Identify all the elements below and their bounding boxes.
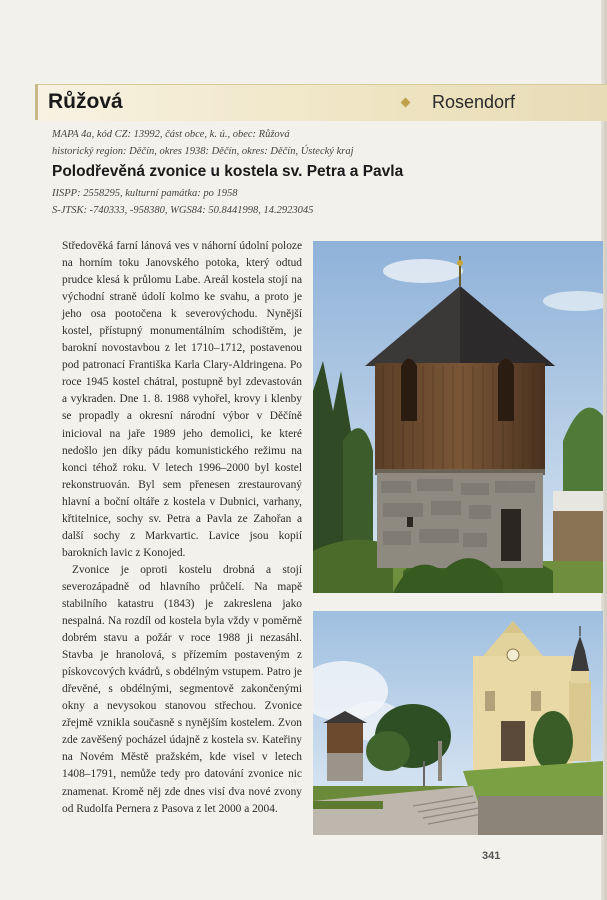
paragraph-history: Středověká farní lánová ves v náhorní údolní poloze na horním toku Janovského potoka, který odtud prudce klesá k průlomu Labe. Areál kostela stojí na východní straně údolí kolmo ke svahu, a proto je jeho osa pootočena k severovýchodu. Nynější kostel, přístupný monumentálním schodištěm, je barokní novostavbou z let 1710–1712, postavenou pod patronací Františka Karla Clary-Aldringena. Po roce 1945 kostel chátral, postupně byl zdevastován a vykraden. Dne 1. 8. 1988 vyhořel, krovy i klenby se propadly a okresní národní výbor v Děčíně inicioval na jaře 1989 jeho demolici, ke které nedošlo jen díky pádu komunistického režimu na konci téhož roku. V letech 1996–2000 byl kostel rekonstruován. Byl sem přenesen zrestaurovaný hlavní a boční oltáře z kostela v Dubnici, varhany, křtitelnice, sochy sv. Petra a Pavla ze Zahořan a další sochy z Markvartic. Lavice jsou kopií barokních lavic z Konojed. xyxy=(62,240,302,559)
church-photo xyxy=(313,611,603,835)
page-number: 341 xyxy=(482,850,501,862)
header-accent-rule xyxy=(35,84,38,120)
meta-line-location: MAPA 4a, kód CZ: 13992, část obce, k. ú., obec: Růžová xyxy=(52,129,290,140)
meta-line-registry: IISPP: 2558295, kulturní památka: po 1958 xyxy=(52,188,238,199)
meta-line-region: historický region: Děčín, okres 1938: Děčín, okres: Děčín, Ústecký kraj xyxy=(52,146,354,157)
village-title: Růžová xyxy=(48,90,123,113)
belfry-photo xyxy=(313,241,603,593)
monument-title: Polodřevěná zvonice u kostela sv. Petra a Pavla xyxy=(52,163,404,180)
german-name: Rosendorf xyxy=(432,92,516,112)
article-body xyxy=(62,238,302,818)
meta-line-coordinates: S-JTSK: -740333, -958380, WGS84: 50.8441998, 14.2923045 xyxy=(52,205,314,216)
paragraph-belfry: Zvonice je oproti kostelu drobná a stojí severozápadně od hlavního průčelí. Na mapě stabilního katastru (1843) je zakreslena jako nespalná. Na rozdíl od kostela byla vždy v poměrně dobrém stavu a požár v roce 1988 ji nezasáhl. Stavba je hranolová, s přízemím postaveným z pískovcových kvádrů, s obdélným vstupem. Patro je dřevěné, s obdélnými, segmentově zakončenými okny a nevysokou stanovou střechou. Zvonice zřejmě vznikla současně s nynějším kostelem. Zvon zde zavěšený pocházel údajně z kostela sv. Kateřiny na Novém Městě pražském, kde visel v letech 1408–1791, nemůže tedy pro datování zvonice nic znamenat. Kromě něj zde dnes visí dva nové zvony od Rudolfa Pernera z Pasova z let 2000 a 2004. xyxy=(62,563,302,815)
